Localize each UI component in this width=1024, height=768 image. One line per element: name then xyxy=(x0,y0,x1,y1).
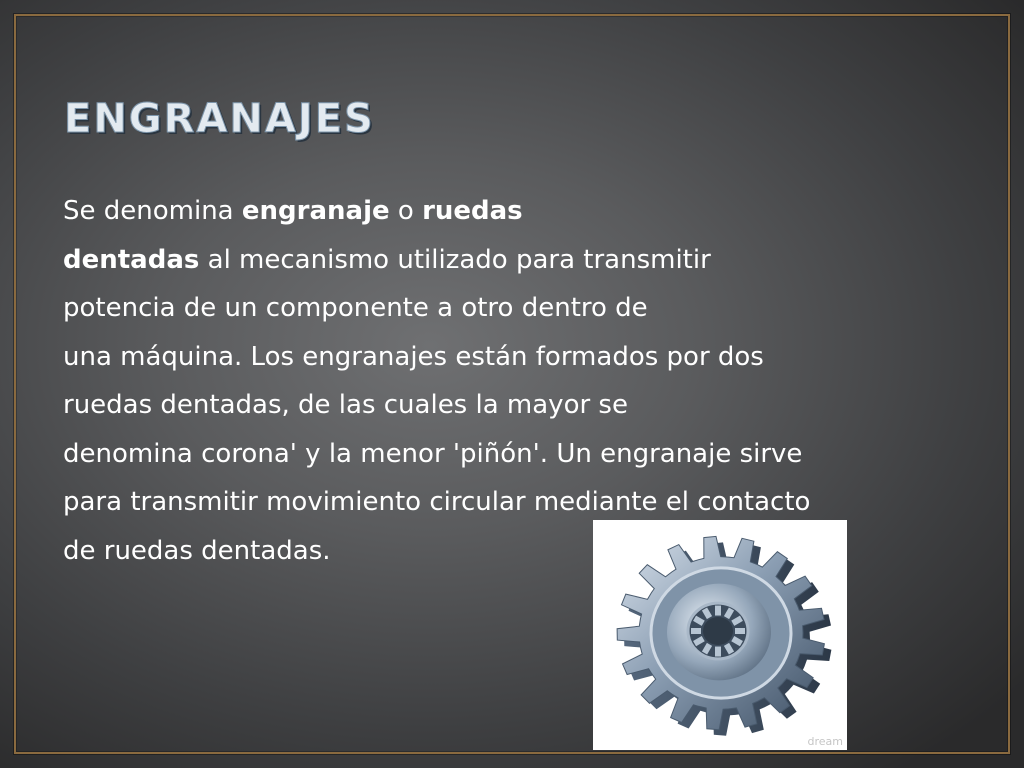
line-3-text: potencia de un componente a otro dentro de xyxy=(63,293,648,323)
gear-spline xyxy=(715,647,721,657)
gear-spline xyxy=(735,628,745,634)
term-dentadas: dentadas xyxy=(63,244,200,275)
line-5-text: ruedas dentadas, de las cuales la mayor se xyxy=(63,390,628,420)
gear-image xyxy=(593,520,847,750)
slide-body-text xyxy=(63,187,963,575)
line-4-text: una máquina. Los engranajes están formados por dos xyxy=(63,341,764,372)
slide-title: ENGRANAJES xyxy=(64,96,375,142)
intro-text: Se denomina xyxy=(63,196,242,226)
gear-spline xyxy=(715,606,721,616)
gear-center-hole xyxy=(703,617,733,645)
line-2-text: al mecanismo utilizado para transmitir xyxy=(199,244,711,275)
term-ruedas: ruedas xyxy=(422,196,523,226)
term-engranaje: engranaje xyxy=(241,196,390,226)
line-8-text: de ruedas dentadas. xyxy=(63,535,331,566)
gear-icon xyxy=(593,520,847,750)
line-6-text: denomina corona' y la menor 'piñón'. Un engranaje sirve xyxy=(63,438,803,469)
joiner-text: o xyxy=(389,196,423,226)
image-watermark: dream xyxy=(807,735,843,748)
line-7-text: para transmitir movimiento circular mediante el contacto xyxy=(63,487,811,517)
gear-spline xyxy=(691,628,701,634)
